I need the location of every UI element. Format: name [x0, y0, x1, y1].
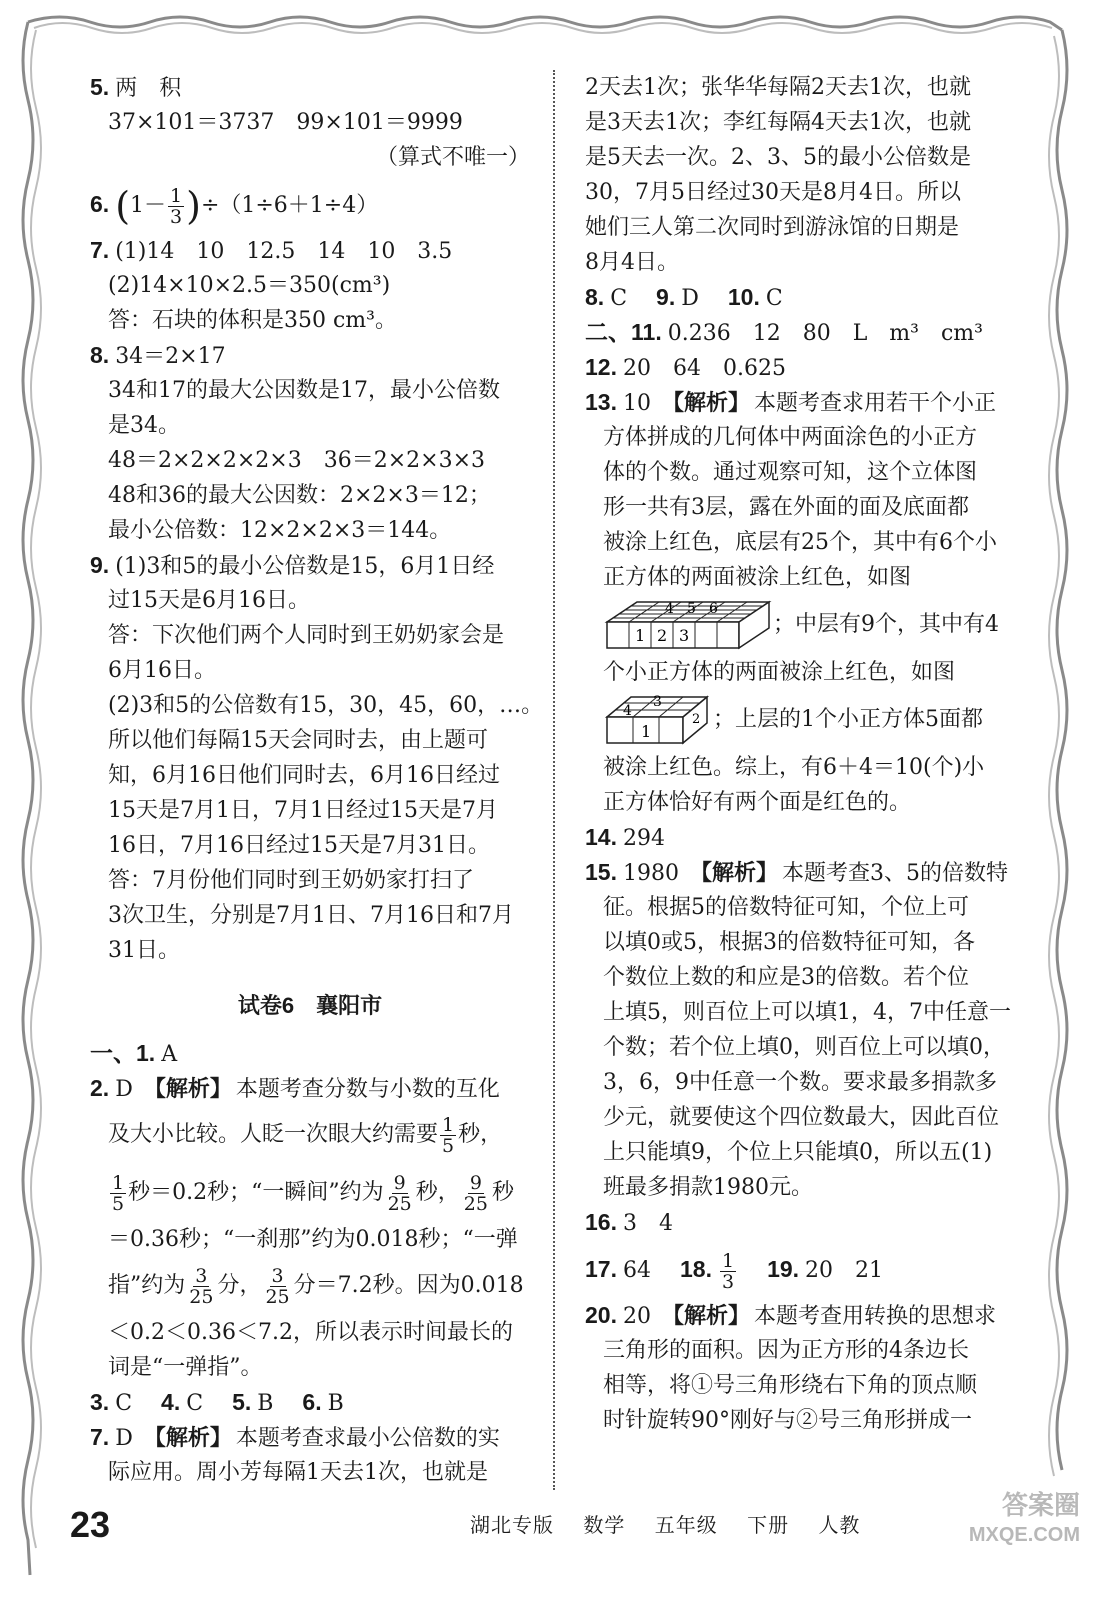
answer-6: 6. (1－ $\frac{1}{3}$ )÷（1÷6＋1÷4）	[90, 184, 379, 228]
fraction: $\frac{9}{25}$	[463, 1171, 488, 1215]
answer-8-line: 34和17的最大公因数是17，最小公倍数	[108, 378, 500, 403]
answer-7-cont: 是5天去一次。2、3、5的最小公倍数是	[585, 145, 971, 170]
answer-7-cont: 2天去1次；张华华每隔2天去1次，也就	[585, 75, 971, 100]
answer-s2-13-figure-line: 4 5 6 1 2 3 ；中层有9个，其中有4	[585, 595, 1035, 655]
answer-s2-13-line: 个小正方体的两面被涂上红色，如图	[603, 660, 956, 685]
answer-8-line: 48＝2×2×2×2×3 36＝2×2×3×3	[108, 448, 485, 473]
answer-9-line: 16日，7月16日经过15天是7月31日。	[108, 833, 490, 858]
answer-7: 7. (1)14 10 12.5 14 10 3.5	[90, 237, 453, 264]
fraction: $\frac{3}{25}$	[265, 1264, 290, 1308]
figure-label: 1	[641, 722, 652, 741]
answer-9-line: 所以他们每隔15天会同时去，由上题可	[108, 728, 488, 753]
answer-5-line: 37×101＝3737 99×101＝9999	[108, 110, 463, 135]
answer-s2-14: 14. 294	[585, 824, 665, 851]
answer-9-line: 答：下次他们两个人同时到王奶奶家会是	[108, 623, 505, 648]
figure-label: 3	[653, 694, 662, 710]
answer-s2-15-line: 班最多捐款1980元。	[603, 1175, 813, 1200]
fraction: $\frac{1}{3}$	[170, 184, 183, 228]
answer-s2-13-line: 正方体的两面被涂上红色，如图	[603, 565, 912, 590]
column-divider	[553, 70, 555, 1490]
middle-layer-cube-figure	[603, 693, 713, 747]
answer-s1-2: 2. D 【解析】 本题考查分数与小数的互化	[90, 1075, 500, 1102]
answer-s2-15: 15. 1980 【解析】 本题考查3、5的倍数特	[585, 859, 1008, 886]
answer-9-line: 过15天是6月16日。	[108, 588, 310, 613]
answer-s1-2-line: ＜0.2＜0.36＜7.2，所以表示时间最长的	[108, 1320, 513, 1345]
page-number: 23	[70, 1504, 111, 1545]
fraction: $\frac{9}{25}$	[387, 1171, 412, 1215]
answer-7-cont: 8月4日。	[585, 250, 679, 275]
answer-7-cont: 30，7月5日经过30天是8月4日。所以	[585, 180, 961, 205]
answer-s2-20-line: 时针旋转90°刚好与②号三角形拼成一	[603, 1408, 972, 1433]
answer-8-line: 48和36的最大公因数：2×2×3＝12；	[108, 483, 491, 508]
figure-label: 3	[679, 626, 690, 645]
left-column	[90, 70, 544, 1490]
figure-label: 2	[692, 712, 701, 727]
answer-s2-15-line: 少元，就要使这个四位数最大，因此百位	[603, 1105, 1000, 1130]
answer-s2-13: 13. 10 【解析】 本题考查求用若干个小正	[585, 389, 997, 416]
figure-label: 6	[709, 601, 718, 617]
figure-label: 4	[623, 703, 632, 719]
answer-9: 9. (1)3和5的最小公倍数是15，6月1日经	[90, 552, 495, 579]
answers-8-10: 8. C 9. D 10. C	[585, 284, 783, 311]
answer-s1-7: 7. D 【解析】 本题考查求最小公倍数的实	[90, 1424, 500, 1451]
figure-label: 2	[657, 626, 668, 645]
answer-5: 5. 两 积	[90, 74, 182, 101]
answer-9-line: 答：7月份他们同时到王奶奶家打扫了	[108, 868, 474, 893]
answer-7-line: (2)14×10×2.5＝350(cm³)	[108, 273, 391, 298]
answer-s1-2-line: 及大小比较。人眨一次眼大约需要 $\frac{1}{5}$ 秒，	[108, 1113, 503, 1157]
answer-s2-20-line: 相等，将①号三角形绕右下角的顶点顺	[603, 1373, 978, 1398]
fraction: $\frac{3}{25}$	[189, 1264, 214, 1308]
answer-7-cont: 她们三人第二次同时到游泳馆的日期是	[585, 215, 960, 240]
watermark: 答案圈 MXQE.COM	[968, 1490, 1080, 1546]
fraction: $\frac{1}{3}$	[721, 1249, 735, 1293]
answer-s1-7-line: 际应用。周小芳每隔1天去1次，也就是	[108, 1460, 488, 1485]
answer-s1-2-line: ＝0.36秒；“一刹那”约为0.018秒；“一弹	[108, 1227, 518, 1252]
answer-9-line: 15天是7月1日，7月1日经过15天是7月	[108, 798, 498, 823]
answer-7-line: 答：石块的体积是350 cm³。	[108, 308, 397, 333]
answer-s1-2-line: $\frac{1}{5}$ 秒＝0.2秒；“一瞬间”约为 $\frac{9}{25}$ 秒， $\frac{9}{25}$ 秒	[112, 1171, 514, 1215]
answer-s2-20-line: 三角形的面积。因为正方形的4条边长	[603, 1338, 969, 1363]
answer-9-line: (2)3和5的公倍数有15，30，45，60，…。	[108, 693, 544, 718]
answer-s2-16: 16. 3 4	[585, 1209, 673, 1236]
answer-s2-13-line: 被涂上红色，底层有25个，其中有6个小	[603, 530, 997, 555]
answer-s2-15-line: 上只能填9，个位上只能填0，所以五(1)	[603, 1140, 993, 1165]
answer-s2-15-line: 上填5，则百位上可以填1，4，7中任意一	[603, 1000, 1011, 1025]
figure-label: 1	[635, 626, 646, 645]
book-info: 湖北专版 数学 五年级 下册 人教	[470, 1513, 861, 1537]
answer-s2-13-line: 形一共有3层，露在外面的面及底面都	[603, 495, 969, 520]
answer-s2-15-line: 3，6，9中任意一个数。要求最多捐款多	[603, 1070, 997, 1095]
answer-8: 8. 34＝2×17	[90, 342, 226, 369]
answer-8-line: 是34。	[108, 413, 180, 438]
figure-label: 5	[687, 601, 696, 617]
answer-s2-15-line: 以填0或5，根据3的倍数特征可知，各	[603, 930, 975, 955]
answer-8-line: 最小公倍数：12×2×2×3＝144。	[108, 518, 452, 543]
page-footer	[70, 1500, 1030, 1550]
answer-s2-15-line: 征。根据5的倍数特征可知，个位上可	[603, 895, 969, 920]
answer-s2-12: 12. 20 64 0.625	[585, 354, 786, 381]
answer-s2-15-line: 个数；若个位上填0，则百位上可以填0，	[603, 1035, 1005, 1060]
answer-s2-15-line: 个数位上数的和应是3的倍数。若个位	[603, 965, 969, 990]
answer-9-line: 3次卫生，分别是7月1日、7月16日和7月	[108, 903, 514, 928]
figure-label: 4	[665, 601, 674, 617]
answer-7-cont: 是3天去1次；李红每隔4天去1次，也就	[585, 110, 971, 135]
answer-s2-20: 20. 20 【解析】 本题考查用转换的思想求	[585, 1302, 997, 1329]
right-column	[585, 70, 1035, 1438]
answer-5-note: （算式不唯一）	[375, 145, 530, 170]
answer-s1-2-line: 词是“一弹指”。	[108, 1355, 263, 1380]
answer-s1-2-line: 指”约为 $\frac{3}{25}$ 分， $\frac{3}{25}$ 分＝7.2秒。因为0.018	[108, 1264, 524, 1308]
answer-s2-13-line: 被涂上红色。综上，有6＋4＝10(个)小	[603, 755, 985, 780]
answer-s2-13-line: 体的个数。通过观察可知，这个立体图	[603, 460, 978, 485]
answer-s2-11: 二、11. 0.236 12 80 L m³ cm³	[585, 319, 983, 346]
answer-9-line: 31日。	[108, 938, 180, 963]
answers-s1-3-6: 3. C 4. C 5. B 6. B	[90, 1389, 344, 1416]
fraction: $\frac{1}{5}$	[112, 1171, 125, 1215]
answer-s1-1: 一、1. A	[90, 1040, 178, 1067]
bottom-layer-cube-figure	[603, 598, 773, 652]
answer-9-line: 6月16日。	[108, 658, 216, 683]
answer-s2-13-figure-line: 3 4 1 2 ；上层的1个小正方体5面都	[585, 690, 1035, 750]
answer-s2-13-line: 正方体恰好有两个面是红色的。	[603, 790, 912, 815]
section-title: 试卷6 襄阳市	[237, 993, 383, 1018]
answers-s2-17-19: 17. 64 18. $\frac{1}{3}$ 19. 20 21	[585, 1249, 884, 1293]
fraction: $\frac{1}{5}$	[442, 1113, 455, 1157]
answer-9-line: 知，6月16日他们同时去，6月16日经过	[108, 763, 500, 788]
answer-s2-13-line: 方体拼成的几何体中两面涂色的小正方	[603, 425, 978, 450]
